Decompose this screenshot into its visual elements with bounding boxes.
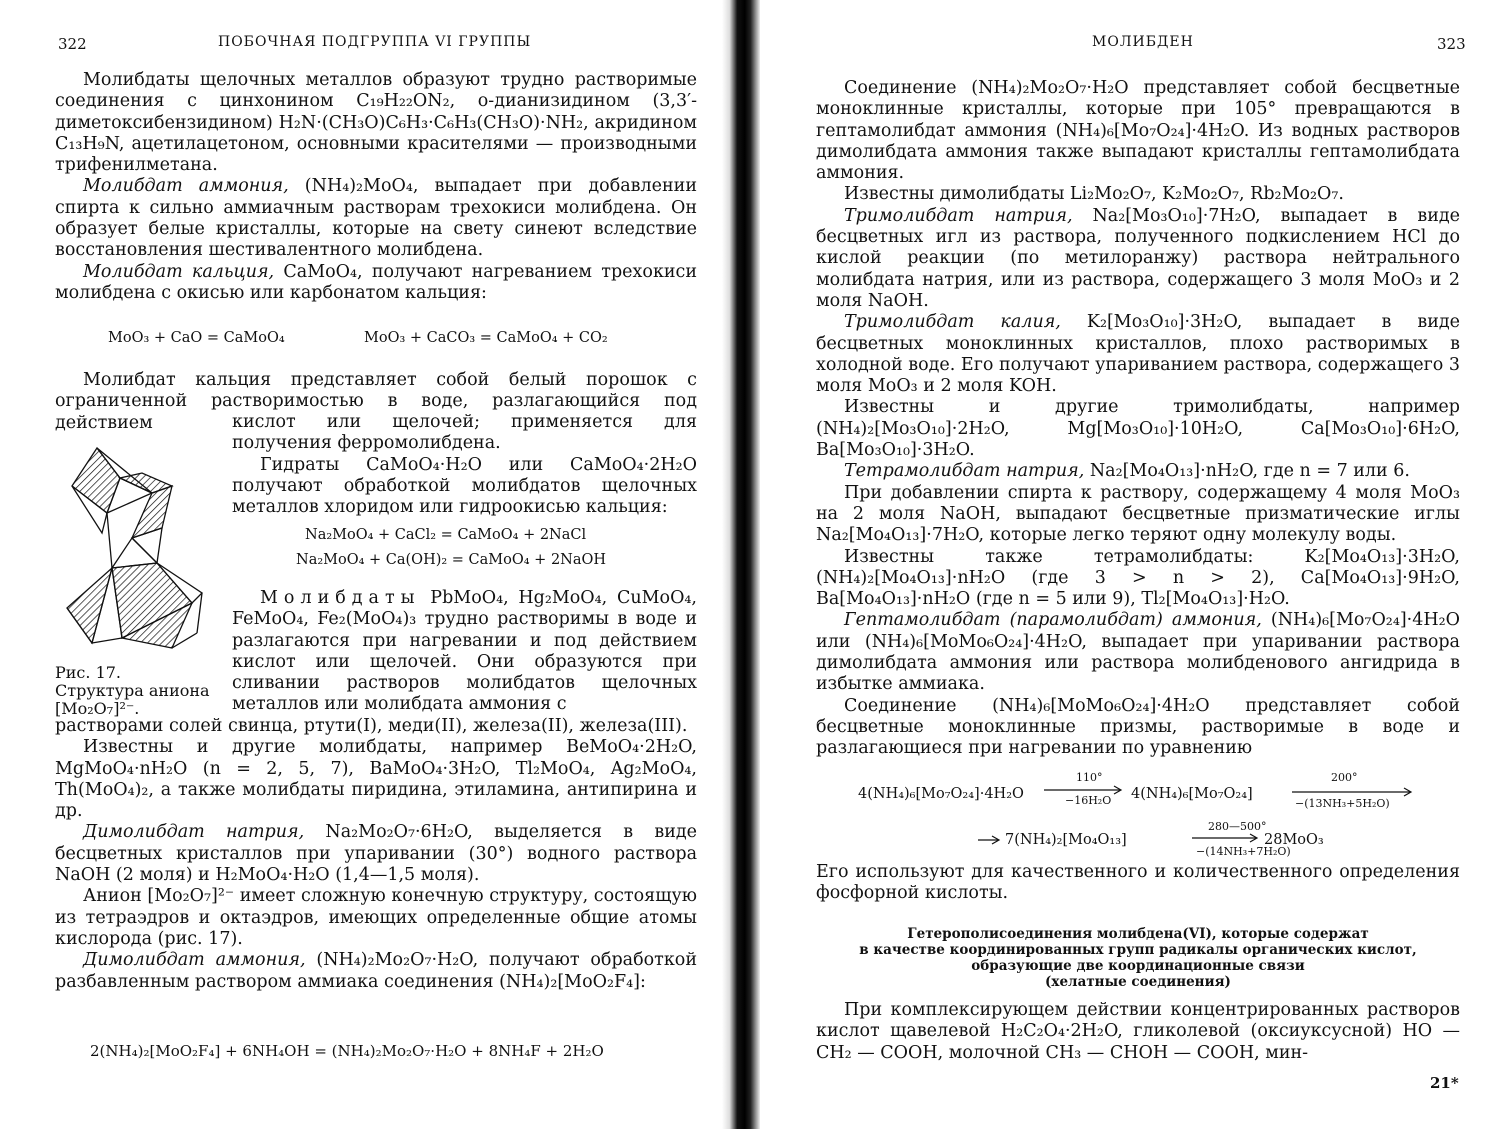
equation: 4(NH₄)₆[Mo₇O₂₄]: [1131, 786, 1253, 802]
term: Тримолибдат калия,: [844, 312, 1061, 333]
reaction-condition: 280—500°: [1208, 820, 1267, 833]
paragraph-text: растворами солей свинца, ртути(I), меди(II), железа(II), железа(III).: [55, 716, 688, 736]
equation: 2(NH₄)₂[MoO₂F₄] + 6NH₄OH = (NH₄)₂Mo₂O₇·H₂O + 8NH₄F + 2H₂O: [90, 1042, 604, 1060]
paragraph-text: Na₂[Mo₃O₁₀]·7H₂O, выпадает в виде бесцветных игл из раствора, полученного подкислением HCl до кислой реакции (по метилоранжу) раствора нейтрального молибдата натрия, или из раствора, содержащего 3 моля MoO₃ и 2 моля NaOH.: [816, 205, 1460, 311]
signature-mark: 21*: [1430, 1074, 1459, 1092]
paragraph: Соединение (NH₄)₆[MoMo₆O₂₄]·4H₂O представляет собой бесцветные моноклинные призмы, растворимые в воде и разлагающиеся при нагревании по уравнению: [816, 695, 1460, 759]
paragraph: Гидраты CaMoO₄·H₂O или CaMoO₄·2H₂O получают обработкой молибдатов щелочных металлов хлоридом или гидроокисью кальция:: [232, 454, 697, 518]
arrow-icon: [978, 834, 1002, 846]
arrow-icon: [1044, 784, 1124, 796]
paragraph-text: При комплексирующем действии концентрированных растворов кислот щавелевой H₂C₂O₄·2H₂O, гликолевой (оксиуксусной) HO — CH₂ — COOH, молочной CH₃ — CHOH — COOH, мин-: [816, 1000, 1460, 1063]
heading-line: (хелатные соединения): [1045, 974, 1231, 990]
paragraph: Молибдаты щелочных металлов образуют трудно растворимые соединения с цинхонином C₁₉H₂₂ON₂, о-дианизидином (3,3′-диметоксибензидином) H₂N·(CH₃O)C₆H₃·C₆H₃(CH₃O)·NH₂, акридином C₁₃H₉N, ацетилацетоном, основными красителями — производными трифенилметана.: [55, 70, 697, 176]
paragraph-text: Его используют для качественного и количественного определения фосфорной кислоты.: [816, 862, 1460, 904]
left-page: [0, 0, 722, 1129]
text-block-right-of-figure: [232, 412, 697, 518]
paragraph-text: Na₂Mo₂O₇·6H₂O, выделяется в виде бесцветных кристаллов при упаривании (30°) водного раствора NaOH (2 моля) и H₂MoO₄·H₂O (1,4—1,5 моля).: [55, 822, 697, 886]
equation: 4(NH₄)₆[Mo₇O₂₄]·4H₂O: [858, 786, 1024, 802]
molecule-structure-figure: [62, 438, 212, 660]
term: Молибдат аммония,: [83, 176, 289, 197]
paragraph: [816, 610, 1460, 695]
paragraph: При добавлении спирта к раствору, содержащему 4 моля MoO₃ на 2 моля NaOH, выпадают бесцветные призматические иглы Na₂[Mo₄O₁₃]·7H₂O, которые легко теряют одну молекулу воды.: [816, 482, 1460, 546]
paragraph: [816, 206, 1460, 312]
section-heading: [816, 926, 1460, 990]
paragraph: Известны и другие молибдаты, например BeMoO₄·2H₂O, MgMoO₄·nH₂O (n = 2, 5, 7), BaMoO₄·3H₂O, Tl₂MoO₄, Ag₂MoO₄, Th(MoO₄)₂, а также молибдаты пиридина, этиламина, антипирина и др.: [55, 737, 697, 822]
term: Молибдат кальция,: [83, 261, 275, 282]
paragraph: Анион [Mo₂O₇]²⁻ имеет сложную конечную структуру, состоящую из тетраэдров и октаэдров, имеющих определенные общие атомы кислорода (рис. 17).: [55, 886, 697, 949]
equation: 7(NH₄)₂[Mo₄O₁₃]: [1005, 832, 1127, 848]
heading-line: Гетерополисоединения молибдена(VI), которые содержат: [907, 926, 1369, 942]
paragraph: [816, 461, 1460, 482]
heading-line: образующие две координационные связи: [971, 958, 1305, 974]
term: Димолибдат аммония,: [83, 950, 306, 971]
paragraph: Известны также тетрамолибдаты: K₂[Mo₄O₁₃]·3H₂O, (NH₄)₂[Mo₄O₁₃]·nH₂O (где 3 > n > 2), Ca[Mo₄O₁₃]·9H₂O, Ba[Mo₄O₁₃]·nH₂O (где n = 5 или 9), Tl₂[Mo₄O₁₃]·H₂O.: [816, 546, 1460, 610]
paragraph: [816, 1000, 1460, 1064]
paragraph-text: (NH₄)₂MoO₄, выпадает при добавлении спирта к сильно аммиачным растворам трехокиси молибдена. Он образует белые кристаллы, которые на свету синеют вследствие восстановления шестивалентного молибдена.: [55, 176, 697, 261]
paragraph: Соединение (NH₄)₂Mo₂O₇·H₂O представляет собой бесцветные моноклинные кристаллы, которые при 105° превращаются в гептамолибдат аммония (NH₄)₆[Mo₇O₂₄]·4H₂O. Из водных растворов димолибдата аммония также выпадают кристаллы гептамолибдата аммония.: [816, 78, 1460, 184]
term: Гептамолибдат (парамолибдат) аммония,: [844, 610, 1262, 631]
equation: MoO₃ + CaO = CaMoO₄: [108, 330, 285, 346]
heading-line: в качестве координированных групп радикалы органических кислот,: [859, 942, 1417, 958]
paragraph-text: CaMoO₄, получают нагреванием трехокиси молибдена с окисью или карбонатом кальция:: [55, 261, 698, 303]
reaction-condition: −(14NH₃+7H₂O): [1196, 845, 1291, 858]
term: Молибдаты: [260, 588, 421, 608]
equation: Na₂MoO₄ + Ca(OH)₂ = CaMoO₄ + 2NaOH: [296, 552, 607, 568]
running-header: ПОБОЧНАЯ ПОДГРУППА VI ГРУППЫ: [218, 34, 532, 50]
text-block-bottom: [55, 716, 697, 993]
book-gutter: [722, 0, 760, 1129]
reaction-condition: −(13NH₃+5H₂O): [1295, 797, 1390, 810]
term: Тетрамолибдат натрия,: [844, 461, 1085, 482]
figure-caption: Рис. 17. Структура аниона [Mo₂O₇]²⁻.: [55, 663, 210, 718]
paragraph: [232, 588, 697, 716]
paragraph: [55, 262, 697, 305]
paragraph: [816, 312, 1460, 397]
text-block-top: [816, 78, 1460, 760]
paragraph-text: (NH₄)₂Mo₂O₇·H₂O, получают обработкой разбавленным раствором аммиака соединения (NH₄)₂[MoO₂F₄]:: [55, 950, 697, 992]
reaction-condition: −16H₂O: [1065, 794, 1112, 807]
paragraph-text: (NH₄)₆[Mo₇O₂₄]·4H₂O или (NH₄)₆[MoMo₆O₂₄]·4H₂O, выпадает при упаривании раствора димолибдата аммония или раствора молибденового ангидрида в избытке аммиака.: [816, 610, 1460, 695]
arrow-icon: [1192, 832, 1260, 844]
paragraph: [55, 950, 697, 993]
arrow-icon: [1292, 786, 1416, 798]
paragraph: Известны димолибдаты Li₂Mo₂O₇, K₂Mo₂O₇, Rb₂Mo₂O₇.: [844, 184, 1344, 205]
page-number: 323: [1437, 35, 1466, 53]
term: Димолибдат натрия,: [83, 822, 305, 843]
paragraph: Известны и другие тримолибдаты, например (NH₄)₂[Mo₃O₁₀]·2H₂O, Mg[Mo₃O₁₀]·10H₂O, Ca[Mo₃O₁₀]·6H₂O, Ba[Mo₃O₁₀]·3H₂O.: [816, 397, 1460, 461]
text-block-top: [55, 70, 697, 304]
paragraph-text: Na₂[Mo₄O₁₃]·nH₂O, где n = 7 или 6.: [1084, 461, 1410, 482]
right-page: [760, 0, 1506, 1129]
term: Тримолибдат натрия,: [844, 205, 1073, 226]
paragraph-text: PbMoO₄, Hg₂MoO₄, CuMoO₄, FeMoO₄, Fe₂(MoO₄)₃ трудно растворимы в воде и разлагаются при нагревании и под действием кислот или щелочей. Они образуются при сливании растворов молибдатов щелочных металлов или молибдата аммония с: [232, 588, 697, 715]
equation: Na₂MoO₄ + CaCl₂ = CaMoO₄ + 2NaCl: [305, 527, 587, 543]
reaction-condition: 200°: [1331, 771, 1358, 784]
paragraph-text: кислот или щелочей; применяется для получения ферромолибдена.: [232, 412, 697, 454]
paragraph: [55, 822, 697, 886]
equation: MoO₃ + CaCO₃ = CaMoO₄ + CO₂: [364, 330, 608, 346]
equation: 28MoO₃: [1264, 832, 1324, 848]
running-header: МОЛИБДЕН: [1092, 34, 1194, 50]
paragraph: [55, 176, 697, 261]
reaction-condition: 110°: [1076, 771, 1103, 784]
paragraph: [816, 862, 1460, 905]
paragraph-text: K₂[Mo₃O₁₀]·3H₂O, выпадает в виде бесцветных моноклинных кристаллов, плохо растворимых в холодной воде. Его получают упариванием раствора, содержащего 3 моля MoO₃ и 2 моля KOH.: [816, 312, 1460, 397]
page-number: 322: [58, 35, 87, 53]
paragraph-text: Молибдат кальция представляет собой белый порошок с ограниченной растворимостью в воде, разлагающийся под действием: [55, 370, 697, 433]
